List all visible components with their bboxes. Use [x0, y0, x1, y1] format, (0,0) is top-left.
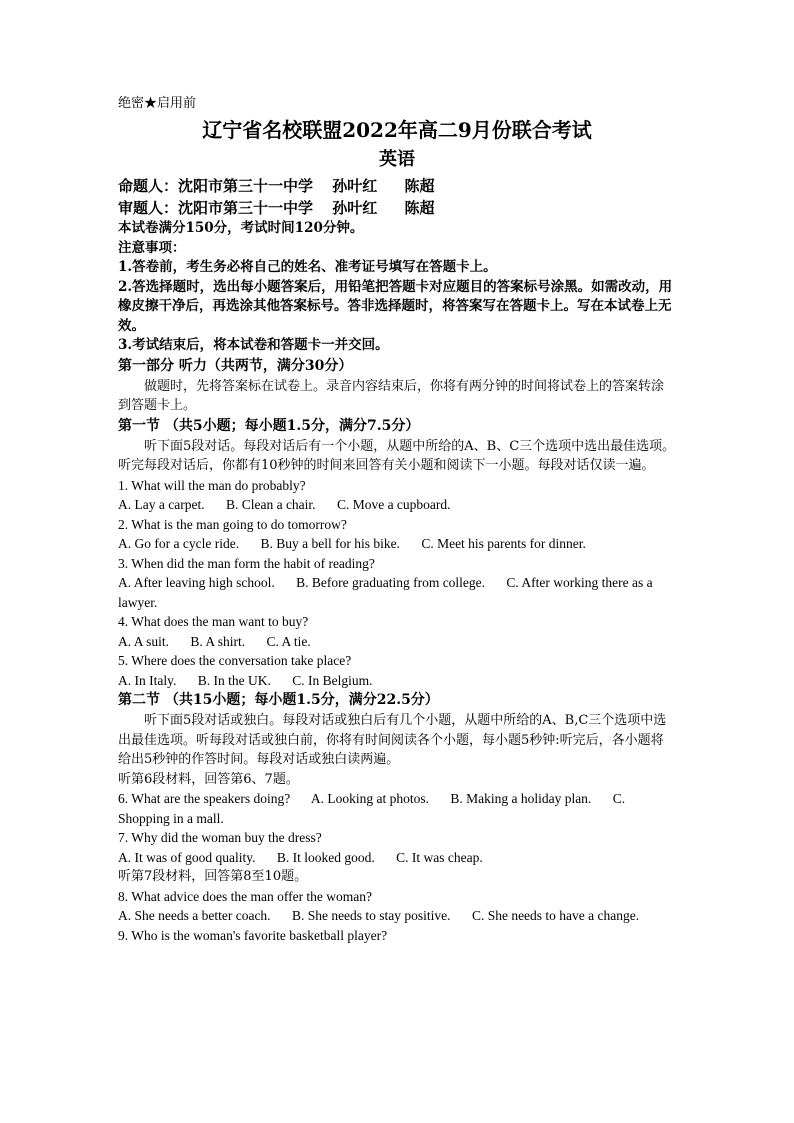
- question-4-options: [118, 632, 676, 652]
- question-8-options: [118, 906, 676, 926]
- question-4-stem: 4. What does the man want to buy?: [118, 614, 309, 629]
- question-1-stem: 1. What will the man do probably?: [118, 477, 306, 493]
- exam-title: 辽宁省名校联盟2022年高二9月份联合考试: [202, 118, 592, 142]
- question-2-stem: 2. What is the man going to do tomorrow?: [118, 516, 347, 532]
- reviewer-line: [118, 197, 676, 219]
- question-1-options: [118, 495, 676, 515]
- q7-option-c: C. It was cheap.: [396, 849, 483, 865]
- q6-option-b: B. Making a holiday plan.: [450, 791, 592, 806]
- q5-option-a: A. In Italy.: [118, 672, 177, 688]
- q3-option-a: A. After leaving high school.: [118, 575, 275, 590]
- question-2-options: [118, 534, 676, 554]
- q1-option-c: C. Move a cupboard.: [336, 497, 451, 512]
- material-6-instruction: 听第6段材料，回答第6、7题。: [118, 771, 299, 787]
- q8-option-a: A. She needs a better coach.: [118, 908, 271, 923]
- q4-option-a: A. A suit.: [118, 633, 170, 649]
- question-3-stem: 3. When did the man form the habit of reading?: [118, 555, 375, 571]
- q2-option-b: B. Buy a bell for his bike.: [260, 536, 400, 551]
- note-1: 1.答卷前，考生务必将自己的姓名、准考证号填写在答题卡上。: [118, 259, 497, 275]
- q2-option-c: C. Meet his parents for dinner.: [421, 536, 586, 551]
- q6-option-c: C. Shopping in a mall.: [118, 791, 626, 826]
- section1-intro: 听下面5段对话。每段对话后有一个小题，从题中所给的A、B、C三个选项中选出最佳选项。听完每段对话后，你都有10秒钟的时间来回答有关小题和阅读下一小题。每段对话仅读一遍。: [118, 438, 676, 473]
- section1-heading: 第一节 （共5小题；每小题1.5分，满分7.5分）: [118, 417, 420, 434]
- section2-heading: 第二节 （共15小题；每小题1.5分，满分22.5分）: [118, 692, 439, 708]
- material-7-instruction: 听第7段材料，回答第8至10题。: [118, 869, 308, 884]
- subject-title: 英语: [379, 149, 415, 170]
- q3-option-b: B. Before graduating from college.: [296, 575, 486, 590]
- question-6: [118, 789, 676, 828]
- confidential-mark: 绝密★启用前: [118, 96, 197, 111]
- question-8-stem: 8. What advice does the man offer the woman?: [118, 888, 373, 904]
- reviewer-role: 审题人：沈阳市第三十一中学: [118, 199, 314, 217]
- part1-heading: 第一部分 听力（共两节，满分30分）: [118, 357, 353, 374]
- q5-option-c: C. In Belgium.: [292, 672, 373, 688]
- q1-option-b: B. Clean a chair.: [225, 497, 316, 512]
- section2-intro: 听下面5段对话或独白。每段对话或独白后有几个小题，从题中所给的A、B,C三个选项中选出最佳选项。听每段对话或独白前，你将有时间阅读各个小题，每小题5秒钟:听完后，各小题将给出5秒钟的作答时间。每段对话或独白读两遍。: [118, 713, 667, 767]
- q6-stem: 6. What are the speakers doing?: [118, 791, 291, 806]
- note-3: 3.考试结束后，将本试卷和答题卡一并交回。: [118, 337, 389, 353]
- part1-intro: 做题时，先将答案标在试卷上。录音内容结束后，你将有两分钟的时间将试卷上的答案转涂到答题卡上。: [118, 378, 665, 413]
- q7-option-a: A. It was of good quality.: [118, 849, 256, 865]
- reviewer-name-2: 陈超: [404, 199, 435, 217]
- question-5-stem: 5. Where does the conversation take place?: [118, 653, 352, 668]
- score-info: 本试卷满分150分，考试时间120分钟。: [118, 220, 364, 236]
- reviewer-name-1: 孙叶红: [332, 199, 378, 217]
- q1-option-a: A. Lay a carpet.: [118, 497, 205, 512]
- setter-line: [118, 175, 676, 197]
- q5-option-b: B. In the UK.: [197, 672, 271, 688]
- question-3-options: [118, 573, 676, 612]
- question-5-options: [118, 671, 676, 691]
- setter-name-1: 孙叶红: [332, 177, 378, 195]
- setter-role: 命题人：沈阳市第三十一中学: [118, 177, 314, 195]
- q3-option-c: C. After working there as a lawyer.: [118, 575, 653, 610]
- q2-option-a: A. Go for a cycle ride.: [118, 536, 240, 551]
- q7-option-b: B. It looked good.: [276, 849, 375, 865]
- q4-option-b: B. A shirt.: [190, 633, 246, 649]
- q8-option-c: C. She needs to have a change.: [471, 908, 640, 923]
- question-9-stem: 9. Who is the woman's favorite basketball player?: [118, 927, 388, 943]
- note-2: 2.答选择题时，选出每小题答案后，用铅笔把答题卡对应题目的答案标号涂黑。如需改动，用橡皮擦干净后，再选涂其他答案标号。答非选择题时，将答案写在答题卡上。写在本试卷上无效。: [118, 278, 673, 334]
- setter-name-2: 陈超: [404, 177, 435, 195]
- q8-option-b: B. She needs to stay positive.: [291, 908, 451, 923]
- question-7-stem: 7. Why did the woman buy the dress?: [118, 830, 322, 845]
- q4-option-c: C. A tie.: [266, 633, 311, 649]
- question-7-options: [118, 848, 676, 868]
- notes-heading: 注意事项：: [118, 239, 186, 256]
- q6-option-a: A. Looking at photos.: [310, 791, 429, 806]
